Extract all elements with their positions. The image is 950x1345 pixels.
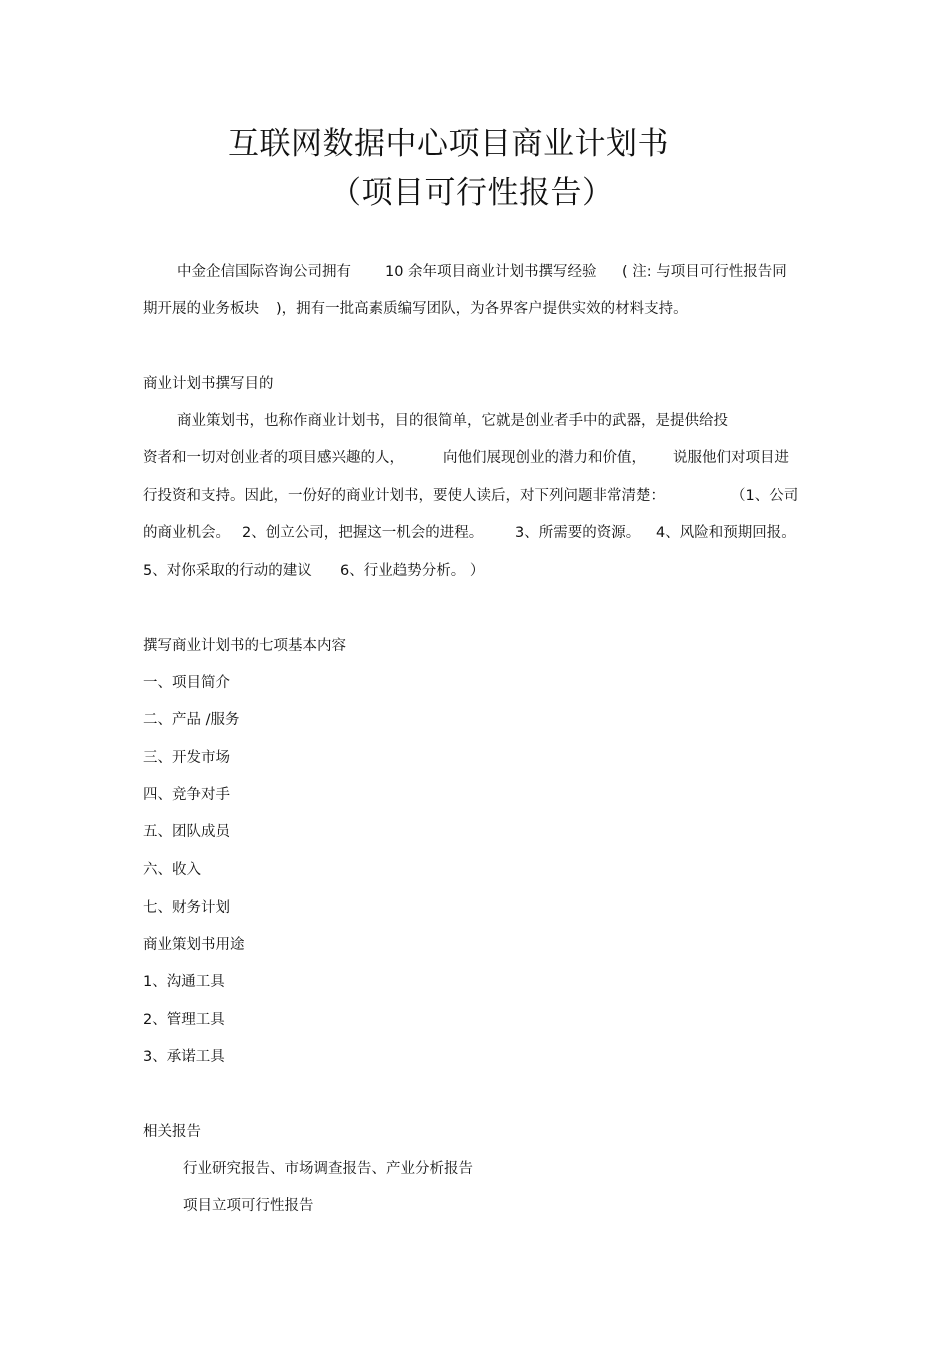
purpose-text: 6、行业趋势分析。 ） bbox=[340, 563, 485, 579]
purpose-text: 5、对你采取的行动的建议 bbox=[143, 563, 312, 579]
purpose-text: 2、创立公司，把握这一机会的进程。 bbox=[242, 525, 484, 541]
purpose-text: 说服他们对项目进 bbox=[673, 450, 789, 466]
purpose-line-1: 商业策划书，也称作商业计划书，目的很简单，它就是创业者手中的武器，是提供给投 bbox=[177, 413, 728, 429]
list-item: 行业研究报告、市场调查报告、产业分析报告 bbox=[183, 1161, 473, 1177]
intro-text: 期开展的业务板块 bbox=[143, 301, 259, 317]
purpose-text: 行投资和支持。因此，一份好的商业计划书，要使人读后，对下列问题非常清楚： bbox=[143, 488, 665, 504]
intro-text: )，拥有一批高素质编写团队，为各界客户提供实效的材料支持。 bbox=[276, 301, 688, 317]
purpose-text: （1、公司 bbox=[731, 488, 799, 504]
section-heading-purpose: 商业计划书撰写目的 bbox=[143, 376, 274, 392]
document-title: 互联网数据中心项目商业计划书 bbox=[228, 126, 669, 162]
list-item: 2、管理工具 bbox=[143, 1012, 225, 1028]
list-item: 五、团队成员 bbox=[143, 824, 230, 840]
intro-text: ( 注: 与项目可行性报告同 bbox=[622, 264, 787, 280]
purpose-text: 的商业机会。 bbox=[143, 525, 230, 541]
purpose-text: 3、所需要的资源。 bbox=[515, 525, 641, 541]
list-item: 1、沟通工具 bbox=[143, 974, 225, 990]
list-item: 四、竞争对手 bbox=[143, 787, 230, 803]
intro-text: 10 余年项目商业计划书撰写经验 bbox=[385, 264, 597, 280]
section-heading-related: 相关报告 bbox=[143, 1124, 201, 1140]
intro-text: 中金企信国际咨询公司拥有 bbox=[177, 264, 351, 280]
list-item: 项目立项可行性报告 bbox=[183, 1198, 314, 1214]
list-item: 一、项目简介 bbox=[143, 675, 230, 691]
purpose-text: 4、风险和预期回报。 bbox=[656, 525, 796, 541]
list-item: 六、收入 bbox=[143, 862, 201, 878]
document-subtitle: （项目可行性报告） bbox=[330, 175, 614, 211]
purpose-text: 资者和一切对创业者的项目感兴趣的人， bbox=[143, 450, 404, 466]
list-item: 三、开发市场 bbox=[143, 750, 230, 766]
purpose-text: 向他们展现创业的潜力和价值， bbox=[443, 450, 646, 466]
list-item: 二、产品 /服务 bbox=[143, 712, 240, 728]
section-heading-usage: 商业策划书用途 bbox=[143, 937, 245, 953]
section-heading-contents: 撰写商业计划书的七项基本内容 bbox=[143, 638, 346, 654]
list-item: 3、承诺工具 bbox=[143, 1049, 225, 1065]
list-item: 七、财务计划 bbox=[143, 900, 230, 916]
